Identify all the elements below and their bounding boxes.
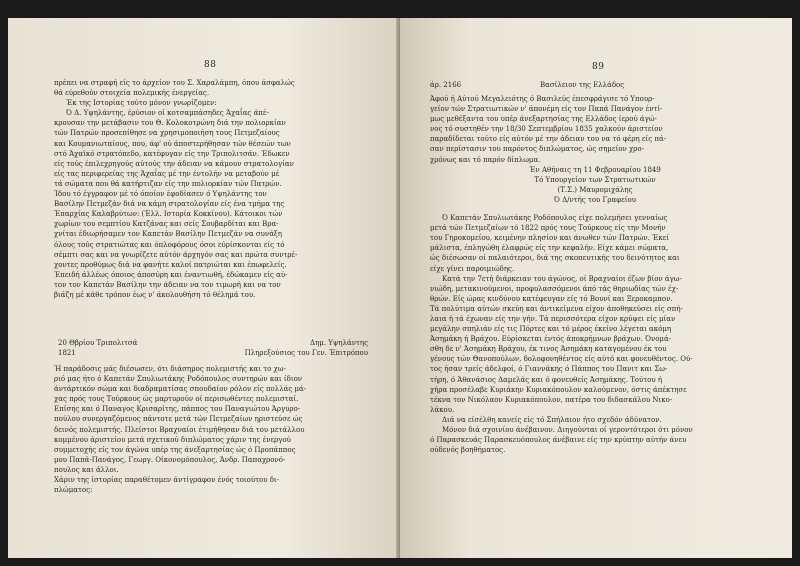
- text-line: Ίδου τό έγγραφον μέ τό όποίον έφοδίασεν ό Υψηλάντης τον: [54, 190, 267, 199]
- diploma-text: [430, 94, 760, 165]
- text-line: του Γηροκομείου, κειμένην πλησίον και άνωθεν τών Πατρών. Έκεί: [430, 234, 670, 243]
- text-line: είχε γίνει παροιμιώδης.: [430, 264, 515, 273]
- text-line: χωρίων του σεμπτίου Κατζάνας και σείς Σουβαρδίται και Βρα-: [54, 220, 279, 229]
- opening-lines: [54, 78, 374, 98]
- diploma-ministry: Τό Υπουργείον των Στρατιωτικών: [534, 175, 656, 184]
- text-line: πλώματος:: [54, 486, 93, 495]
- text-line: μου Παπά-Πανάγος, Γεωργ. Οίκονομόπουλος, Άνδρ. Παπαχρονό-: [54, 455, 286, 464]
- text-line: χας πρός τους Τούρκους ώς μαρτυρούν οί περισωθέντες πολεμισταί.: [54, 395, 299, 404]
- text-line: χρόνως και τό παρόν δίπλωμα.: [430, 155, 541, 164]
- text-line: ό Παρασκευάς Παρασκευόπουλος άνέβαινε είς την κρύπτην αύτήν άνευ: [430, 436, 687, 445]
- text-line: συμμετοχής είς τον άγώνα υπέρ της άνεξαρτησίας ώς ό Προπάππος: [54, 445, 296, 454]
- text-line: παραδίδεται τούτο είς αύτόν μέ την άδειαν του να τό φέρη είς πά-: [430, 135, 667, 144]
- page-number-right: 89: [592, 62, 605, 72]
- text-line: Έπαρχίας Καλαβρύτων: (Έλλ. Ιστορία Κοκκίνου). Κάτοικοι τών: [54, 210, 283, 219]
- text-line: μετά τών Πετμεζαίων τό 1822 πρός τους Τούρκους είς την Μονήν: [430, 224, 666, 233]
- text-line: μεγάλην σπηλιάν είς τις Πόρτες και τό μέρος έκείνο λέγεται ακόμη: [430, 325, 672, 334]
- text-line: νος τό συστηθέν την 18/30 Σεπτεμβρίου 1835 χαλκούν άριστείον: [430, 125, 663, 134]
- text-line: Βασίλην Πετμεζάν διά να κάμη στρατολογίαν είς ένα τμήμα της: [54, 200, 285, 209]
- text-line: Έπειδή άλλέως όποιος άποσύρη και έναντιωθή, έδώκαμεν είς αύ-: [54, 270, 288, 279]
- document-number: άρ. 2166: [430, 81, 462, 89]
- text-line: πούλου συνεργαζόμενος πάντοτε μετά τών Πετμεζαίων ηριστεύσε ώς: [54, 415, 303, 424]
- text-line: ριό μας ήτο ό Καπετάν Σπυλιωτάκης Ροδόπουλος συντηρών και ίδιον: [54, 375, 303, 384]
- text-line: είς τας περιφερείας της Άχαΐας μέ την έντολήν να μεταβούν μέ: [54, 169, 280, 178]
- text-line: πουλος και άλλοι.: [54, 465, 119, 474]
- text-line: μάλιστα, έπληγώθη έλαφρώς είς την κεφαλήν. Είχε κάμει σώματα,: [430, 244, 669, 253]
- signature-date-place: 20 Θβρίου Τριπολιτσά: [58, 339, 138, 347]
- text-line: λάκου.: [430, 405, 455, 414]
- text-line: Επίσης και ό Παναγος Κρισαρίτης, πάππος του Παναγιώτου Άργυρο-: [54, 405, 301, 414]
- paragraph-cave-entry: Διά να είσέλθη κανείς είς τό Σπήλαιον ήτο σχεδόν άδύνατον.: [442, 415, 662, 424]
- signature-name: Δημ. Υψηλάντης: [310, 339, 368, 347]
- text-line: και Κουμανιωταίους, που, άφ' ού άποστερήθησαν τών θέσεών των: [54, 139, 291, 148]
- text-line: Κατά την 7ετή διάρκειαν του άγώνος, οί Βραχναίοι έζων βίον άγω-: [442, 274, 682, 283]
- signature-left: [58, 338, 137, 358]
- text-line: σέμπτι σας και να γνωρίζετε αύτόν άρχηγόν σας και πρώτα συντρέ-: [54, 250, 298, 259]
- text-line: δεινός πολεμιστής. Πλείστοι Βραχναίοι έτιμήθησαν διά του μετάλλου: [54, 425, 305, 434]
- paragraph-war-years: [430, 274, 760, 415]
- text-line: χοντες προθύμως διά να φανήτε καλοί πατριώται και έπωφελείς.: [54, 260, 287, 269]
- paragraph-ypsilantis: [54, 108, 374, 300]
- text-line: βιάζη μέ κάθε τρόπον έως ν' άκολουθήση τό θέλημά του.: [54, 290, 256, 299]
- text-line: μως μεθέξαντα του υπέρ άνεξαρτησίας της Ελλάδος ίερού άγώ-: [430, 115, 657, 124]
- left-page-body-2: [54, 364, 374, 495]
- signature-block: [58, 338, 368, 358]
- text-line: σαν περίστασιν του παρόντος διπλώματος, ώς σημείον χρο-: [430, 145, 644, 154]
- text-line: είς τούς έπιλεχρηγούς αύτούς την άδειαν να κάμουν στρατολογίαν: [54, 159, 294, 168]
- text-line: άντάρτικόν σώμα και διαδραματίσας σπουδαίον ρόλον είς πολλάς μά-: [54, 385, 307, 394]
- text-line: κρουσαν την μετάβασιν του Θ. Κολοκοτρώνη διά την πολιορκίαν: [54, 119, 286, 128]
- text-line: σθη δε ν' Άσημάκη Βράχου, έκ τινος Άσημάκη καταγομένου έκ του: [430, 345, 667, 354]
- text-line: θά εύρεθούν στοιχεία πολεμικής ένεργείας.: [54, 89, 210, 98]
- right-page-body: [430, 94, 760, 455]
- diploma-secretary: Ό Δ/ντής του Γραφείου: [554, 195, 636, 204]
- left-page: [8, 18, 400, 558]
- text-line: τά σώματα που θά κατήρτιζαν είς την πολιορκίαν τών Πατρών.: [54, 179, 282, 188]
- text-line: Τά πολύτιμα αύτών σκεύη και άντικείμενα είχον άποθηκεύσει είς σπή-: [430, 304, 683, 313]
- text-line: Ή παράδοσις μάς διέσωσεν, ότι διάσημος πολεμιστής και το χω-: [54, 365, 286, 373]
- text-line: τέκνα τον Νικόλαον Κυριακόπουλον, πατέρα του διδασκάλου Νικο-: [430, 395, 673, 404]
- text-line: χήρα προσέλαβε Κυριάκην Κυριακόπουλον καλούμενον, όστις άπέκτησε: [430, 385, 687, 394]
- signature-right: [245, 338, 368, 358]
- paragraph-diploma-intro: [54, 475, 374, 495]
- text-line: όλους τούς στρατιώτας και όπλοφόρους όσοι εύρίσκονται είς τό: [54, 240, 285, 249]
- intro-line: Έκ της Ιστορίας τούτο μόνον γνωρίζομεν:: [66, 99, 217, 108]
- paragraph-tradition: [54, 364, 374, 404]
- text-line: Ό Καπετάν Σπυλιωτάκης Ροδόπουλος είχε πολεμήσει γενναίως: [442, 214, 668, 223]
- text-line: γείον τών Στρατιωτικών ν' άπονέμη είς τον Παπά Πανάγον έντί-: [430, 105, 663, 114]
- text-line: Άφού ή Αύτού Μεγαλειότης ό Βασιλεύς έπεσφράγισε τό Υπουρ-: [430, 95, 655, 103]
- text-line: ώς διέσωσαν οί παλαιότεροι, διά της σκοπευτικής του δεινότητος και: [430, 254, 680, 263]
- paragraph-rope: [430, 425, 760, 455]
- document-heading: Βασίλειον της Ελλάδος: [540, 81, 625, 89]
- text-line: Άσημάκη ή Βράχου. Εύρίσκεται έντός άποκρήμνων βράχων. Όνομά-: [430, 335, 672, 344]
- text-line: Μόνον διά σχοινίου άνέβαινον. Διηγούνται οί γεροντότεροι ότι μόνον: [442, 426, 693, 434]
- text-line: λαια ή τά έχωναν είς την γήν. Τά περισσότερα είχον κρύψει είς μίαν: [430, 314, 676, 323]
- text-line: τήρη, ό Άθανάσιος Δαμελάς και ό φονευθείς Άσημάκης. Τούτου ή: [430, 375, 663, 384]
- page-number-left: 88: [204, 60, 217, 70]
- text-line: κομμένου άριστείου μετά σχετικού διπλώματος χάριν της ένεργού: [54, 435, 291, 444]
- diploma-date: Έν Αθήναις τη 11 Φεβρουαρίου 1849: [529, 165, 661, 174]
- diploma-seal: (Τ.Σ.) Μαυρομιχάλης: [557, 185, 633, 194]
- text-line: χνίται έδιωρήσαμεν τον Καπετάν Βασίλην Πετμεζάν να συνάξη: [54, 230, 282, 239]
- text-line: θρών. Είς ώρας κινδύνου κατέφευγαν είς τό Βουνί και Ξεροκαμπον.: [430, 294, 673, 303]
- text-line: γένους τών Θανοπούλων, δολοφονηθέντος είς αύτό και φονευθέντος. Ού-: [430, 355, 693, 364]
- text-line: Ό Δ. Υψηλάντης, έρύσιον οί κοτσαμπάσηδες Άχαΐας άπέ-: [66, 109, 269, 118]
- right-page: [400, 18, 792, 558]
- text-line: στό Άχαϊκό στρατόπεδο, κατέφυγαν είς την Τριπολιτσάν. Έδωκεν: [54, 149, 290, 158]
- text-line: τον τον Καπετάν Βασίλην την άδειαν να τον τιμωρή και να τον: [54, 280, 281, 289]
- paragraph-spyliotakis: [430, 213, 760, 274]
- text-line: τών Πατρών προσεπίθησε να χρησιμοποιήση τους Πετμεζαίους: [54, 129, 280, 138]
- paragraph-krisaritis: [54, 404, 374, 475]
- text-line: Χάριν της ίστορίας παραθέτομεν άντίγραφον ένός τοιούτου δι-: [54, 476, 280, 485]
- signature-year: 1821: [58, 349, 76, 357]
- right-page-header: [430, 80, 760, 92]
- text-line: πρέπει να στραφή είς το άρχείον του Σ. Χαραλάμπη, όπου άσφαλώς: [54, 79, 295, 87]
- text-line: ούδενός βοηθήματος.: [430, 446, 506, 455]
- left-page-body: [54, 78, 374, 300]
- text-line: τος ήσαν τρείς άδελφοί, ό Γιαννάκης ό Πάππος του Πανιτ και Σω-: [430, 365, 668, 374]
- text-line: νιώδη, μετακινούμενοι, προφυλασσόμενοι άπό τάς θηριωδίας τών έχ-: [430, 284, 679, 293]
- signature-title: Πληρεξούσιος του Γεν. Έπιτρόπου: [244, 349, 368, 357]
